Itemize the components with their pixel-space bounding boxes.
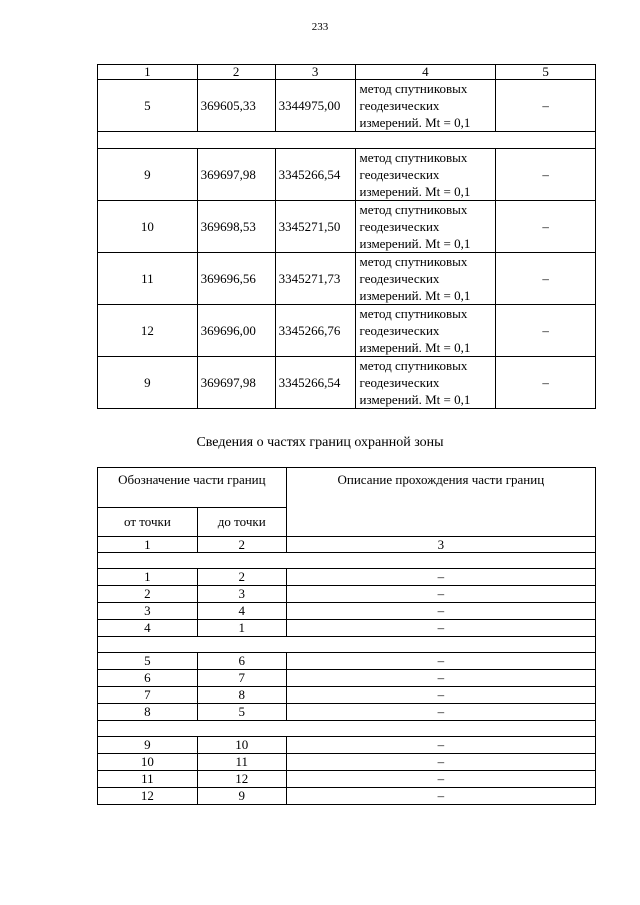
from-point-cell: 7 bbox=[98, 687, 198, 704]
header-cell: 2 bbox=[197, 65, 275, 80]
description-cell: – bbox=[286, 788, 595, 805]
to-point-cell: 6 bbox=[197, 653, 286, 670]
point-number-cell: 10 bbox=[98, 201, 198, 253]
to-point-cell: 11 bbox=[197, 754, 286, 771]
table-row bbox=[98, 357, 596, 409]
from-point-cell: 5 bbox=[98, 653, 198, 670]
from-point-cell: 12 bbox=[98, 788, 198, 805]
spacer-cell bbox=[98, 637, 596, 653]
description-cell: – bbox=[286, 754, 595, 771]
from-point-cell: 1 bbox=[98, 569, 198, 586]
method-cell bbox=[355, 305, 496, 357]
table-row bbox=[98, 80, 596, 132]
point-number-cell: 12 bbox=[98, 305, 198, 357]
method-line: измерений. Mt = 0,1 bbox=[359, 184, 471, 199]
method-line: геодезических bbox=[359, 219, 440, 234]
column-number: 1 bbox=[98, 537, 198, 553]
column-number: 2 bbox=[197, 537, 286, 553]
to-point-cell: 1 bbox=[197, 620, 286, 637]
x-coordinate-cell: 369698,53 bbox=[197, 201, 275, 253]
x-coordinate-cell: 369697,98 bbox=[197, 357, 275, 409]
spacer-cell bbox=[98, 553, 596, 569]
col5-cell: – bbox=[496, 80, 596, 132]
col5-cell: – bbox=[496, 305, 596, 357]
spacer-cell bbox=[98, 721, 596, 737]
method-cell bbox=[355, 201, 496, 253]
description-cell: – bbox=[286, 620, 595, 637]
table-header-row bbox=[98, 65, 596, 80]
y-coordinate-cell: 3344975,00 bbox=[275, 80, 355, 132]
to-point-cell: 2 bbox=[197, 569, 286, 586]
method-cell bbox=[355, 80, 496, 132]
point-number-cell: 5 bbox=[98, 80, 198, 132]
method-cell bbox=[355, 357, 496, 409]
table-row bbox=[98, 653, 596, 670]
to-point-cell: 12 bbox=[197, 771, 286, 788]
table-row bbox=[98, 754, 596, 771]
table-row bbox=[98, 737, 596, 754]
header-from-point: от точки bbox=[98, 508, 198, 537]
spacer-row bbox=[98, 553, 596, 569]
table-row bbox=[98, 687, 596, 704]
to-point-cell: 7 bbox=[197, 670, 286, 687]
method-cell bbox=[355, 149, 496, 201]
from-point-cell: 3 bbox=[98, 603, 198, 620]
y-coordinate-cell: 3345266,76 bbox=[275, 305, 355, 357]
table-row bbox=[98, 201, 596, 253]
method-line: геодезических bbox=[359, 271, 440, 286]
method-line: геодезических bbox=[359, 375, 440, 390]
table-row bbox=[98, 586, 596, 603]
column-numbers-row bbox=[98, 537, 596, 553]
table-row bbox=[98, 771, 596, 788]
table-row bbox=[98, 670, 596, 687]
method-line: метод спутниковых bbox=[359, 306, 468, 321]
to-point-cell: 8 bbox=[197, 687, 286, 704]
method-line: метод спутниковых bbox=[359, 202, 468, 217]
col5-cell: – bbox=[496, 357, 596, 409]
method-line: измерений. Mt = 0,1 bbox=[359, 392, 471, 407]
header-description: Описание прохождения части границ bbox=[286, 468, 595, 537]
boundary-parts-table bbox=[97, 467, 596, 805]
x-coordinate-cell: 369696,56 bbox=[197, 253, 275, 305]
table-row bbox=[98, 788, 596, 805]
table-row bbox=[98, 569, 596, 586]
method-line: измерений. Mt = 0,1 bbox=[359, 236, 471, 251]
y-coordinate-cell: 3345271,50 bbox=[275, 201, 355, 253]
from-point-cell: 9 bbox=[98, 737, 198, 754]
description-cell: – bbox=[286, 771, 595, 788]
y-coordinate-cell: 3345266,54 bbox=[275, 357, 355, 409]
method-line: измерений. Mt = 0,1 bbox=[359, 288, 471, 303]
y-coordinate-cell: 3345271,73 bbox=[275, 253, 355, 305]
column-number: 3 bbox=[286, 537, 595, 553]
table-header-row bbox=[98, 468, 596, 508]
method-line: метод спутниковых bbox=[359, 254, 468, 269]
method-line: геодезических bbox=[359, 98, 440, 113]
from-point-cell: 2 bbox=[98, 586, 198, 603]
method-line: измерений. Mt = 0,1 bbox=[359, 115, 471, 130]
description-cell: – bbox=[286, 603, 595, 620]
table-row bbox=[98, 253, 596, 305]
header-to-point: до точки bbox=[197, 508, 286, 537]
description-cell: – bbox=[286, 670, 595, 687]
spacer-row bbox=[98, 637, 596, 653]
header-designation: Обозначение части границ bbox=[98, 468, 287, 508]
from-point-cell: 11 bbox=[98, 771, 198, 788]
spacer-cell bbox=[98, 132, 596, 149]
method-cell bbox=[355, 253, 496, 305]
x-coordinate-cell: 369697,98 bbox=[197, 149, 275, 201]
description-cell: – bbox=[286, 653, 595, 670]
table-row bbox=[98, 704, 596, 721]
table-row bbox=[98, 149, 596, 201]
page-number: 233 bbox=[311, 21, 329, 33]
y-coordinate-cell: 3345266,54 bbox=[275, 149, 355, 201]
table-row bbox=[98, 305, 596, 357]
table-row bbox=[98, 620, 596, 637]
col5-cell: – bbox=[496, 149, 596, 201]
spacer-row bbox=[98, 721, 596, 737]
description-cell: – bbox=[286, 586, 595, 603]
to-point-cell: 9 bbox=[197, 788, 286, 805]
method-line: геодезических bbox=[359, 167, 440, 182]
method-line: измерений. Mt = 0,1 bbox=[359, 340, 471, 355]
from-point-cell: 8 bbox=[98, 704, 198, 721]
to-point-cell: 4 bbox=[197, 603, 286, 620]
from-point-cell: 4 bbox=[98, 620, 198, 637]
to-point-cell: 3 bbox=[197, 586, 286, 603]
description-cell: – bbox=[286, 569, 595, 586]
spacer-row bbox=[98, 132, 596, 149]
section-title: Сведения о частях границ охранной зоны bbox=[196, 435, 444, 450]
table-row bbox=[98, 603, 596, 620]
to-point-cell: 5 bbox=[197, 704, 286, 721]
to-point-cell: 10 bbox=[197, 737, 286, 754]
coordinates-table bbox=[97, 64, 596, 409]
method-line: метод спутниковых bbox=[359, 358, 468, 373]
description-cell: – bbox=[286, 704, 595, 721]
header-cell: 1 bbox=[98, 65, 198, 80]
description-cell: – bbox=[286, 737, 595, 754]
description-cell: – bbox=[286, 687, 595, 704]
header-cell: 3 bbox=[275, 65, 355, 80]
header-cell: 5 bbox=[496, 65, 596, 80]
method-line: метод спутниковых bbox=[359, 150, 468, 165]
from-point-cell: 10 bbox=[98, 754, 198, 771]
point-number-cell: 9 bbox=[98, 149, 198, 201]
x-coordinate-cell: 369696,00 bbox=[197, 305, 275, 357]
from-point-cell: 6 bbox=[98, 670, 198, 687]
point-number-cell: 11 bbox=[98, 253, 198, 305]
method-line: метод спутниковых bbox=[359, 81, 468, 96]
method-line: геодезических bbox=[359, 323, 440, 338]
x-coordinate-cell: 369605,33 bbox=[197, 80, 275, 132]
header-cell: 4 bbox=[355, 65, 496, 80]
col5-cell: – bbox=[496, 253, 596, 305]
point-number-cell: 9 bbox=[98, 357, 198, 409]
col5-cell: – bbox=[496, 201, 596, 253]
